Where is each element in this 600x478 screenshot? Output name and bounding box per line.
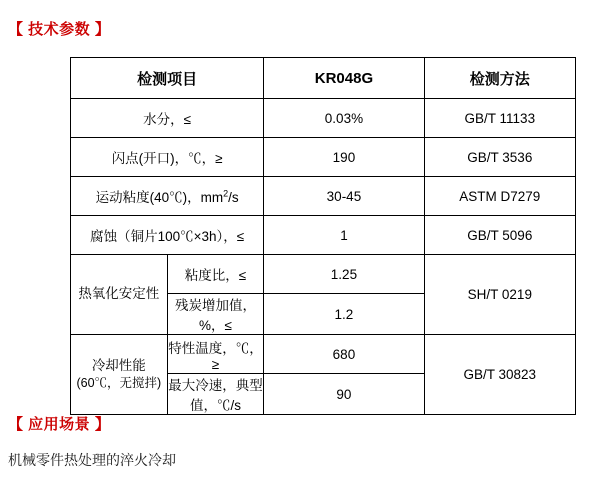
cell-group-cooling-performance [71, 335, 168, 415]
spec-table-container [70, 57, 576, 415]
cooling-label-line2: (60℃，无搅拌) [76, 376, 162, 391]
cell-method: SH/T 0219 [424, 255, 575, 335]
cell-item-base: 运动粘度(40℃)，mm [95, 190, 224, 205]
cell-value: 1.25 [264, 255, 424, 294]
cell-method: GB/T 3536 [424, 138, 575, 177]
cell-value: 1.2 [264, 294, 424, 335]
cell-value: 680 [264, 335, 424, 374]
specification-table [70, 57, 576, 415]
table-header-row [71, 58, 576, 99]
cell-value: 30-45 [264, 177, 424, 216]
table-row [71, 216, 576, 255]
cell-value: 90 [264, 374, 424, 415]
cell-item: 闪点(开口)，℃，≥ [71, 138, 264, 177]
cooling-label-line1: 冷却性能 [91, 357, 146, 373]
table-row [71, 335, 576, 374]
column-header-item: 检测项目 [71, 58, 264, 99]
table-header [71, 58, 576, 99]
column-header-value: KR048G [264, 58, 424, 99]
cell-subitem: 最大冷速，典型值，℃/s [167, 374, 264, 415]
cell-method: GB/T 5096 [424, 216, 575, 255]
column-header-method: 检测方法 [424, 58, 575, 99]
table-row [71, 138, 576, 177]
cell-method: ASTM D7279 [424, 177, 575, 216]
cell-method: GB/T 30823 [424, 335, 575, 415]
cell-item-superscript: 2 [223, 188, 229, 199]
table-row [71, 177, 576, 216]
cell-value: 190 [264, 138, 424, 177]
cell-item-tail: /s [228, 190, 239, 205]
section-heading-parameters: 【 技术参数 】 [8, 21, 111, 38]
table-row [71, 99, 576, 138]
cell-item: 腐蚀（铜片100℃×3h），≤ [71, 216, 264, 255]
application-description: 机械零件热处理的淬火冷却 [8, 452, 176, 468]
cell-subitem: 特性温度，℃，≥ [167, 335, 264, 374]
cell-subitem: 粘度比，≤ [167, 255, 264, 294]
cell-item: 水分，≤ [71, 99, 264, 138]
cell-item [71, 177, 264, 216]
cell-method: GB/T 11133 [424, 99, 575, 138]
cell-value: 0.03% [264, 99, 424, 138]
section-heading-applications: 【 应用场景 】 [8, 416, 111, 433]
table-row [71, 255, 576, 294]
cell-value: 1 [264, 216, 424, 255]
cell-subitem: 残炭增加值，%，≤ [167, 294, 264, 335]
table-body [71, 99, 576, 415]
cell-group-thermal-oxidation: 热氧化安定性 [71, 255, 168, 335]
